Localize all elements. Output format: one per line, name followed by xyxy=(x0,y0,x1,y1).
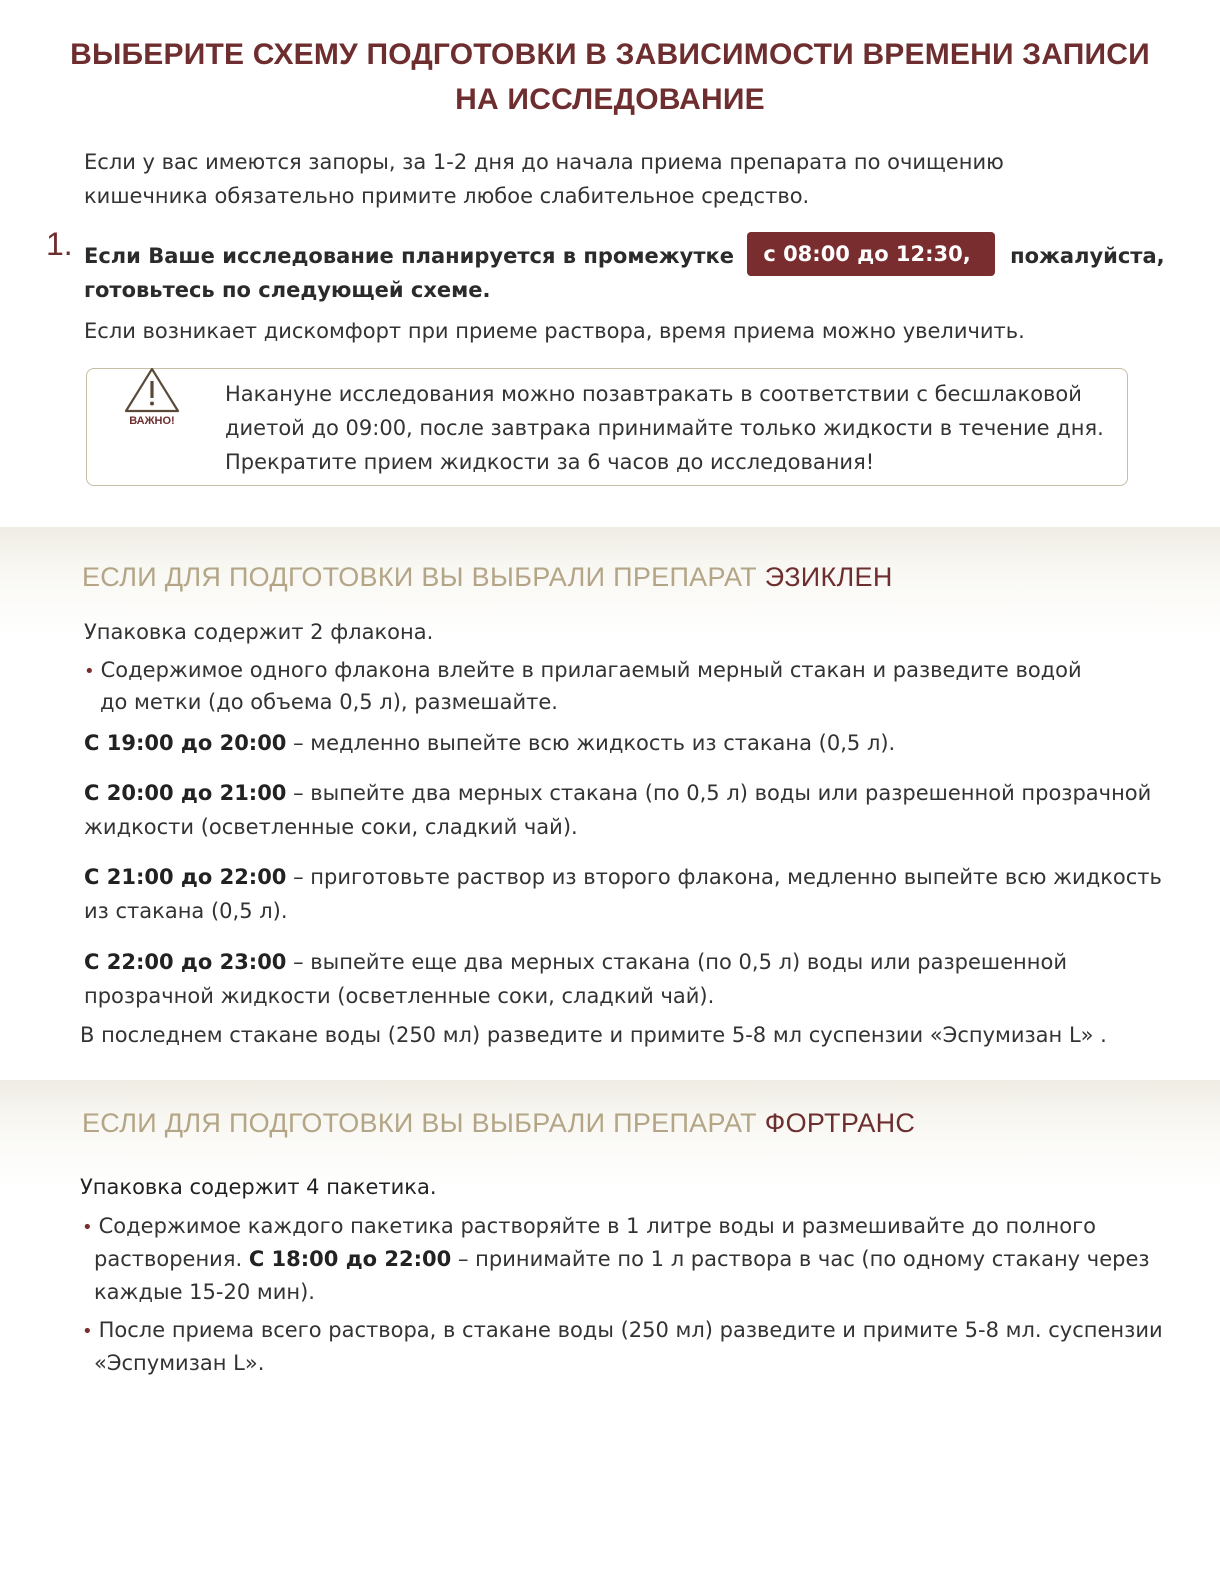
bullet-icon: • xyxy=(84,661,95,682)
list-item xyxy=(84,653,1082,689)
list-item-text: Содержимое каждого пакетика растворяйте в 1 литре воды и размешивайте до полного xyxy=(98,1214,1096,1238)
schedule-text-continuation: из стакана (0,5 л). xyxy=(84,899,288,923)
time-badge: с 08:00 до 12:30, xyxy=(747,232,994,276)
list-item-text: – принимайте по 1 л раствора в час (по одному стакану через xyxy=(457,1247,1150,1271)
notice-text: Накануне исследования можно позавтракать в соответствии с бесшлаковой диетой до 09:00, после завтрака принимайте только жидкости в течение дня. Прекратите прием жидкости за 6 часов до исследования! xyxy=(225,382,1104,474)
step-note: Если возникает дискомфорт при приеме раствора, время приема можно увеличить. xyxy=(84,319,1025,343)
list-item-continuation: каждые 15-20 мин). xyxy=(94,1280,315,1304)
list-item-continuation: до метки (до объема 0,5 л), размешайте. xyxy=(100,690,558,714)
list-item-continuation xyxy=(94,1242,1150,1276)
schedule-text: – медленно выпейте всю жидкость из стакана (0,5 л). xyxy=(293,731,896,755)
schedule-step xyxy=(84,945,1067,979)
important-label: ВАЖНО! xyxy=(129,415,175,427)
section-heading-eziclen xyxy=(82,562,893,593)
list-item-text: растворения. xyxy=(94,1247,243,1271)
schedule-time: С 18:00 до 22:00 xyxy=(248,1247,452,1271)
step-number: 1. xyxy=(46,226,73,262)
drug-name: ФОРТРАНС xyxy=(764,1108,916,1138)
final-instruction: В последнем стакане воды (250 мл) разведите и примите 5-8 мл суспензии «Эспумизан L» . xyxy=(80,1023,1107,1047)
schedule-text: – приготовьте раствор из второго флакона, медленно выпейте всю жидкость xyxy=(293,865,1162,889)
list-item xyxy=(82,1209,1096,1245)
list-item-text: После приема всего раствора, в стакане воды (250 мл) разведите и примите 5-8 мл. суспензии xyxy=(98,1318,1163,1342)
schedule-step xyxy=(84,776,1151,810)
schedule-time: С 22:00 до 23:00 xyxy=(84,950,287,974)
section-heading-prefix: ЕСЛИ ДЛЯ ПОДГОТОВКИ ВЫ ВЫБРАЛИ ПРЕПАРАТ xyxy=(82,562,757,592)
schedule-time: С 21:00 до 22:00 xyxy=(84,865,287,889)
step-lead: Если Ваше исследование планируется в промежутке xyxy=(84,244,734,268)
schedule-step xyxy=(84,726,895,760)
schedule-text: – выпейте еще два мерных стакана (по 0,5 л) воды или разрешенной xyxy=(293,950,1068,974)
bullet-icon: • xyxy=(82,1217,93,1238)
intro-paragraph: Если у вас имеются запоры, за 1-2 дня до начала приема препарата по очищению кишечника обязательно примите любое слабительное средство. xyxy=(84,150,1004,208)
drug-name: ЭЗИКЛЕН xyxy=(764,562,893,592)
step-tail: пожалуйста, xyxy=(1010,244,1165,268)
schedule-text: – выпейте два мерных стакана (по 0,5 л) воды или разрешенной прозрачной xyxy=(293,781,1152,805)
package-info: Упаковка содержит 2 флакона. xyxy=(84,620,434,644)
schedule-text-continuation: жидкости (осветленные соки, сладкий чай). xyxy=(84,815,578,839)
page-title-line2: НА ИССЛЕДОВАНИЕ xyxy=(455,83,765,116)
important-notice xyxy=(86,368,1128,486)
package-info: Упаковка содержит 4 пакетика. xyxy=(80,1175,437,1199)
page-title-line1: ВЫБЕРИТЕ СХЕМУ ПОДГОТОВКИ В ЗАВИСИМОСТИ ВРЕМЕНИ ЗАПИСИ xyxy=(70,38,1150,71)
schedule-time: С 19:00 до 20:00 xyxy=(84,731,287,755)
bullet-icon: • xyxy=(82,1321,93,1342)
schedule-time: С 20:00 до 21:00 xyxy=(84,781,287,805)
section-heading-fortrans xyxy=(82,1108,915,1139)
list-item-text: Содержимое одного флакона влейте в прилагаемый мерный стакан и разведите водой xyxy=(100,658,1082,682)
schedule-text-continuation: прозрачной жидкости (осветленные соки, сладкий чай). xyxy=(84,984,715,1008)
list-item xyxy=(82,1313,1163,1349)
step-heading-line2: готовьтесь по следующей схеме. xyxy=(84,278,491,302)
section-heading-prefix: ЕСЛИ ДЛЯ ПОДГОТОВКИ ВЫ ВЫБРАЛИ ПРЕПАРАТ xyxy=(82,1108,757,1138)
page-title xyxy=(0,32,1220,122)
list-item-continuation: «Эспумизан L». xyxy=(94,1351,265,1375)
schedule-step xyxy=(84,860,1162,894)
